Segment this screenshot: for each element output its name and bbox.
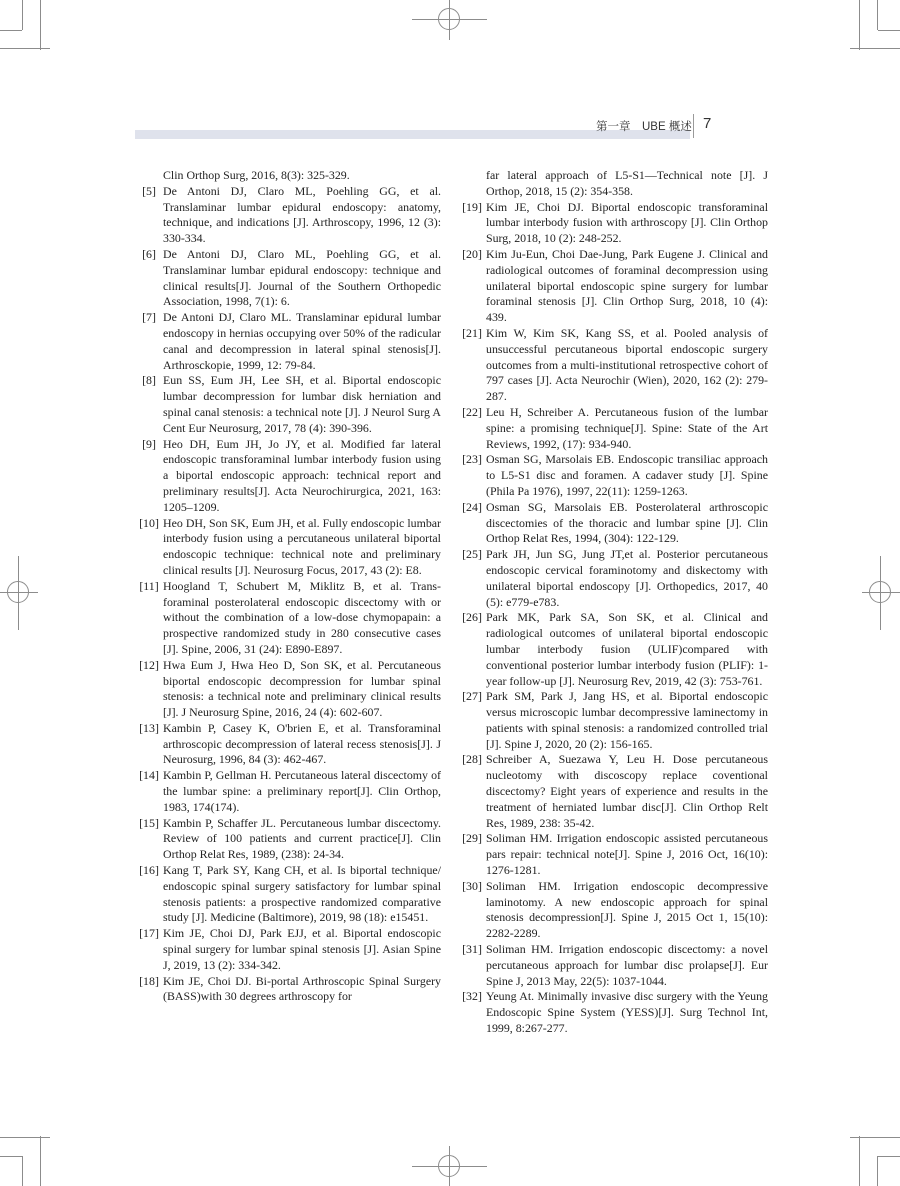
reference-number: [15] <box>139 815 159 830</box>
reference-number: [29] <box>462 831 482 846</box>
reference-text: Osman SG, Marsolais EB. Posterolateral arthroscopic discectomies of the thoracic and lumbar spine [J]. Clin Orthop Relat Res, 1994, (304): 122-129. <box>486 499 768 546</box>
crop-mark <box>22 0 23 30</box>
reference-item <box>135 516 441 579</box>
reference-item <box>458 452 768 499</box>
crop-mark <box>850 1137 900 1138</box>
reference-continuation: far lateral approach of L5-S1—Technical note [J]. J Orthop, 2018, 15 (2): 354-358. <box>486 168 768 198</box>
reference-item <box>458 405 768 452</box>
reference-text: Kim Ju-Eun, Choi Dae-Jung, Park Eugene J. Clinical and radiological outcomes of foraminal decompression using unilateral biportal endoscopic spine surgery for lumbar foraminal stenosis [J]. Clin Orthop Surg, 2018, 10 (4): 439. <box>486 246 768 325</box>
reference-number: [9] <box>142 436 156 451</box>
crop-mark <box>859 0 860 50</box>
reference-text: Park JH, Jun SG, Jung JT,et al. Posterior percutaneous endoscopic cervical foraminotomy and diskectomy with unilateral biportal endoscopy [J]. Orthopedics, 2017, 40 (5): e779-e783. <box>486 547 768 609</box>
reference-item <box>135 184 441 247</box>
references-right-column <box>458 168 768 1037</box>
crop-mark <box>878 30 900 31</box>
crop-mark <box>878 1156 900 1157</box>
reference-text: Soliman HM. Irrigation endoscopic assisted percutaneous pars repair: technical note[J]. Spine J, 2016 Oct, 16(10): 1276-1281. <box>486 831 768 878</box>
reference-number: [23] <box>462 452 482 467</box>
reference-text: Kim W, Kim SK, Kang SS, et al. Pooled analysis of unsuccessful percutaneous biportal endoscopic surgery outcomes from a multi-institutional retrospective cohort of 797 cases [J]. Acta Neurochir (Wien), 2020, 162 (2): 279-287. <box>486 325 768 404</box>
reference-item <box>135 768 441 815</box>
reference-item <box>458 200 768 247</box>
reference-continuation: Clin Orthop Surg, 2016, 8(3): 325-329. <box>163 168 350 182</box>
reference-item <box>458 326 768 405</box>
reference-item <box>458 942 768 989</box>
reference-number: [13] <box>139 720 159 735</box>
reference-item <box>135 816 441 863</box>
reference-text: Kim JE, Choi DJ, Park EJJ, et al. Biportal endoscopic spinal surgery for lumbar spinal stenosis [J]. Asian Spine J, 2019, 13 (2): 334-342. <box>163 926 441 972</box>
reference-item <box>135 373 441 436</box>
reference-text: Park SM, Park J, Jang HS, et al. Biportal endoscopic versus microscopic lumbar decompressive laminectomy in patients with spinal stenosis: a randomized controlled trial [J]. Spine J, 2020, 20 (2): 156-165. <box>486 689 768 751</box>
reference-item <box>458 879 768 942</box>
reference-text: Park MK, Park SA, Son SK, et al. Clinical and radiological outcomes of unilateral biportal endoscopic lumbar interbody fusion (ULIF)compared with conventional posterior lumbar interbody fusion (PLIF): 1-year follow-up [J]. Neurosurg Rev, 2019, 42 (3): 753-761. <box>486 610 768 688</box>
reference-number: [24] <box>462 499 482 514</box>
reference-item <box>458 547 768 610</box>
reference-text: Kambin P, Gellman H. Percutaneous lateral discectomy of the lumbar spine: a preliminary report[J]. Clin Orthop, 1983, 174(174). <box>163 768 441 814</box>
reference-number: [11] <box>139 578 159 593</box>
reference-item <box>135 310 441 373</box>
reference-number: [16] <box>139 863 159 878</box>
reference-text: Yeung At. Minimally invasive disc surgery with the Yeung Endoscopic Spine System (YESS)[J]. Surg Technol Int, 1999, 8:267-277. <box>486 989 768 1036</box>
references-left-column <box>135 168 441 1005</box>
reference-number: [10] <box>139 515 159 530</box>
reference-text: Leu H, Schreiber A. Percutaneous fusion of the lumbar spine: a promising technique[J]. Spine: State of the Art Reviews, 1992, (17): 934-940. <box>486 404 768 451</box>
reference-number: [27] <box>462 689 482 704</box>
reference-number: [5] <box>142 183 156 198</box>
crop-mark <box>22 1156 23 1186</box>
crop-mark <box>0 48 50 49</box>
reference-text: Hwa Eum J, Hwa Heo D, Son SK, et al. Percutaneous biportal endoscopic decompression for lumbar spinal stenosis: a technical note and preliminary clinical results [J]. J Neurosurg Spine, 2016, 24 (4): 602-607. <box>163 657 441 720</box>
reference-item <box>135 926 441 973</box>
reference-item <box>458 247 768 326</box>
reference-number: [18] <box>139 973 159 988</box>
reference-text: Kim JE, Choi DJ. Bi-portal Arthroscopic Spinal Surgery (BASS)with 30 degrees arthroscopy for <box>163 973 441 1004</box>
reference-item <box>458 989 768 1036</box>
crop-mark <box>40 0 41 50</box>
reference-text: Kim JE, Choi DJ. Biportal endoscopic transforaminal lumbar interbody fusion with arthroscopy [J]. Clin Orthop Surg, 2018, 10 (2): 248-252. <box>486 199 768 246</box>
crop-mark <box>0 30 22 31</box>
reference-text: Heo DH, Eum JH, Jo JY, et al. Modified far lateral endoscopic transforaminal lumbar interbody fusion using a biportal endoscopic approach: technical report and preliminary results[J]. Acta Neurochirurgica, 2021, 163: 1205–1209. <box>163 436 441 514</box>
crop-mark <box>877 1156 878 1186</box>
reference-number: [17] <box>139 926 159 941</box>
reference-number: [30] <box>462 878 482 893</box>
reference-number: [28] <box>462 752 482 767</box>
reference-text: Eun SS, Eum JH, Lee SH, et al. Biportal endoscopic lumbar decompression for lumbar disk herniation and spinal canal stenosis: a technical note [J]. J Neurol Surg A Cent Eur Neurosurg, 2017, 78 (4): 390-396. <box>163 373 441 435</box>
reference-number: [8] <box>142 373 156 388</box>
reference-item <box>135 247 441 310</box>
reference-number: [19] <box>462 199 482 214</box>
reference-item <box>135 974 441 1006</box>
reference-item <box>135 863 441 926</box>
reference-item <box>458 689 768 752</box>
header-divider <box>693 114 694 138</box>
reference-number: [6] <box>142 246 156 261</box>
reference-number: [12] <box>139 657 159 672</box>
reference-text: Kambin P, Casey K, O'brien E, et al. Transforaminal arthroscopic decompression of lateral recess stenosis[J]. J Neurosurg, 1996, 84 (3): 462-467. <box>163 720 441 767</box>
reference-text: Kang T, Park SY, Kang CH, et al. Is biportal technique/ endoscopic spinal surgery satisfactory for lumbar spinal stenosis patients: a prospective randomized comparative study [J]. Medicine (Baltimore), 2019, 98 (18): e15451. <box>163 863 441 925</box>
reference-text: Kambin P, Schaffer JL. Percutaneous lumbar discectomy. Review of 100 patients and current practice[J]. Clin Orthop Relat Res, 1989, (238): 24-34. <box>163 815 441 862</box>
reference-number: [32] <box>462 989 482 1004</box>
reference-item <box>458 610 768 689</box>
reference-text: De Antoni DJ, Claro ML, Poehling GG, et al. Translaminar lumbar epidural endoscopy: anatomy, technique, and indications [J]. Arthroscopy, 1996, 12 (3): 330-334. <box>163 183 441 246</box>
reference-number: [14] <box>139 768 159 783</box>
page-number: 7 <box>703 115 712 132</box>
crop-mark <box>0 1156 22 1157</box>
reference-number: [22] <box>462 404 482 419</box>
reference-text: De Antoni DJ, Claro ML. Translaminar epidural lumbar endoscopy in hernias occupying over 50% of the radicular canal and decompression in lateral spinal stenosis[J]. Arthrosckopie, 1999, 12: 79-84. <box>163 310 441 372</box>
reference-text: De Antoni DJ, Claro ML, Poehling GG, et al. Translaminar lumbar epidural endoscopy: technique and clinical results[J]. Journal of the Southern Orthopedic Association, 1998, 7(1): 6. <box>163 246 441 309</box>
crop-mark <box>850 48 900 49</box>
reference-number: [31] <box>462 942 482 957</box>
reference-number: [7] <box>142 310 156 325</box>
reference-item <box>135 579 441 658</box>
reference-item <box>135 721 441 768</box>
reference-text: Osman SG, Marsolais EB. Endoscopic transiliac approach to L5-S1 disc and foramen. A cadaver study [J]. Spine (Phila Pa 1976), 1997, 22(11): 1259-1263. <box>486 452 768 498</box>
reference-item <box>135 437 441 516</box>
chapter-title: 第一章 UBE 概述 <box>596 121 692 133</box>
reference-number: [21] <box>462 325 482 340</box>
reference-number: [26] <box>462 610 482 625</box>
crop-mark <box>859 1136 860 1186</box>
reference-text: Soliman HM. Irrigation endoscopic discectomy: a novel percutaneous approach for lumbar disc prolapse[J]. Eur Spine J, 2013 May, 22(5): 1037-1044. <box>486 942 768 988</box>
crop-mark <box>0 1137 50 1138</box>
reference-item <box>458 752 768 831</box>
reference-text: Hoogland T, Schubert M, Miklitz B, et al. Trans-foraminal posterolateral endoscopic discectomy with or without the combination of a low-dose chymopapain: a prospective randomized study in 280 consecutive cases [J]. Spine, 2006, 31 (24): E890-E897. <box>163 578 441 656</box>
crop-mark <box>40 1136 41 1186</box>
reference-number: [25] <box>462 547 482 562</box>
reference-item <box>458 831 768 878</box>
crop-mark <box>877 0 878 30</box>
reference-item <box>135 658 441 721</box>
reference-number: [20] <box>462 246 482 261</box>
reference-item <box>458 500 768 547</box>
reference-text: Schreiber A, Suezawa Y, Leu H. Dose percutaneous nucleotomy with discoscopy replace coventional discectomy? Eight years of experience and results in the treatment of herniated lumbar disc[J]. Clin Orthop Relt Res, 1989, 238: 35-42. <box>486 752 768 830</box>
reference-text: Soliman HM. Irrigation endoscopic decompressive laminotomy. A new endoscopic approach for spinal stenosis decompression[J]. Spine J, 2015 Oct 1, 15(10): 2282-2289. <box>486 878 768 941</box>
reference-text: Heo DH, Son SK, Eum JH, et al. Fully endoscopic lumbar interbody fusion using a percutaneous unilateral biportal endoscopic technique: technical note and preliminary clinical results [J]. Neurosurg Focus, 2017, 43 (2): E8. <box>163 515 441 577</box>
